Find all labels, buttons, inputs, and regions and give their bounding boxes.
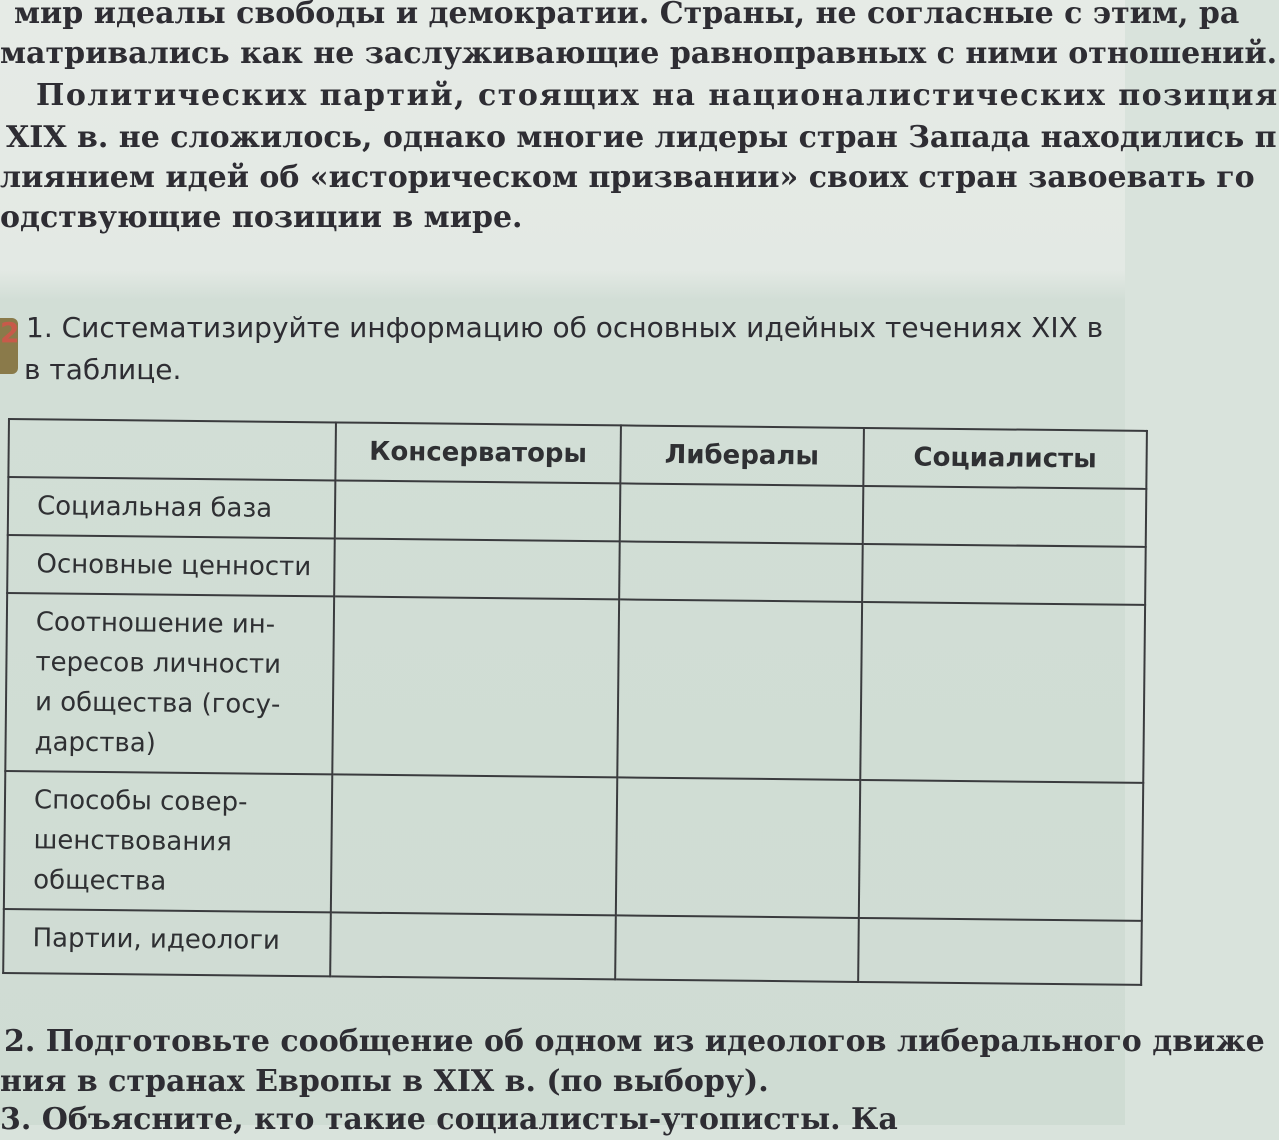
table-row <box>5 593 1145 783</box>
task-3-line-1: 3. Объясните, кто такие социалисты-утописты. Ка <box>0 1102 898 1137</box>
task-1-line-1: 1. Систематизируйте информацию об основных идейных течениях XIX в <box>26 311 1104 344</box>
table-cell[interactable] <box>858 918 1142 985</box>
row-label-line: общества <box>33 865 167 897</box>
row-label-line: тересов личности <box>35 647 282 680</box>
table-row <box>3 909 1142 985</box>
task-marker-number: 2 <box>0 316 20 349</box>
row-label-line: Способы совер- <box>33 785 248 818</box>
table-cell[interactable] <box>333 596 619 777</box>
row-label-line: дарства) <box>34 727 157 759</box>
table-cell[interactable] <box>335 538 620 599</box>
paragraph-line-3: Политических партий, стоящих на националистических позиция <box>36 78 1279 113</box>
table-cell[interactable] <box>619 483 863 544</box>
table-cell[interactable] <box>860 602 1145 783</box>
task-2-line-1: 2. Подготовьте сообщение об одном из идеологов либерального движе <box>4 1024 1265 1059</box>
row-label-line: и общества (госу- <box>34 687 281 720</box>
header-empty-cell <box>8 419 336 480</box>
table-cell[interactable] <box>335 480 620 541</box>
table-row <box>4 771 1143 921</box>
table-cell[interactable] <box>615 915 859 982</box>
row-label-line: шенствования <box>33 825 232 858</box>
row-label-core-values: Основные ценности <box>7 535 335 596</box>
row-label-line: Соотношение ин- <box>35 607 276 640</box>
ideology-table <box>2 418 1148 986</box>
table-cell[interactable] <box>331 912 616 979</box>
row-label-parties-ideologists: Партии, идеологи <box>3 909 331 976</box>
paragraph-line-1: мир идеалы свободы и демократии. Страны, не согласные с этим, ра <box>14 0 1240 31</box>
header-liberals: Либералы <box>620 425 864 486</box>
task-1-line-2: в таблице. <box>24 353 182 386</box>
paragraph-line-5: лиянием идей об «историческом призвании» своих стран завоевать го <box>0 160 1255 195</box>
table-cell[interactable] <box>331 774 616 915</box>
row-label-social-base: Социальная база <box>8 477 336 538</box>
task-2-line-2: ния в странах Европы в XIX в. (по выбору). <box>0 1064 769 1099</box>
table-cell[interactable] <box>863 486 1147 547</box>
row-label-improvement-methods <box>4 771 333 912</box>
table-cell[interactable] <box>619 541 863 602</box>
paragraph-line-2: матривались как не заслуживающие равноправных с ними отношений. <box>0 36 1278 71</box>
table-cell[interactable] <box>862 544 1146 605</box>
table-cell[interactable] <box>617 599 862 780</box>
paragraph-line-4: XIX в. не сложилось, однако многие лидеры стран Запада находились п <box>6 120 1277 155</box>
table-cell[interactable] <box>615 777 860 918</box>
table-cell[interactable] <box>859 780 1144 921</box>
row-label-interests-ratio <box>5 593 334 774</box>
paragraph-line-6: одствующие позиции в мире. <box>0 200 523 235</box>
header-conservatives: Консерваторы <box>336 422 621 483</box>
header-socialists: Социалисты <box>863 428 1147 489</box>
